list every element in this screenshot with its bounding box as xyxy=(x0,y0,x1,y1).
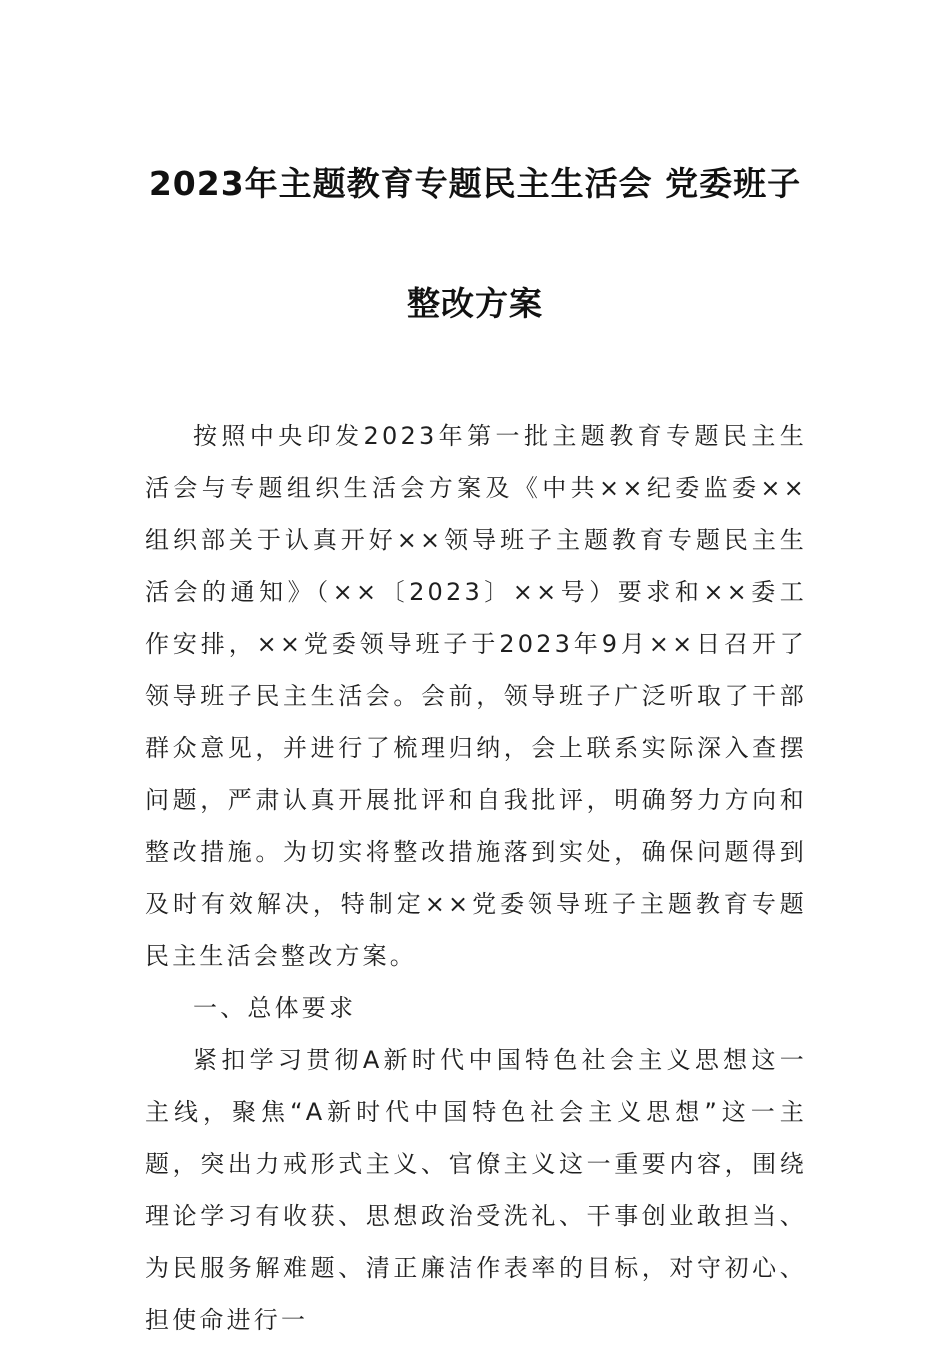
intro-paragraph: 按照中央印发2023年第一批主题教育专题民主生活会与专题组织生活会方案及《中共××纪委监委××组织部关于认真开好××领导班子主题教育专题民主生活会的通知》（××〔2023〕××号）要求和××委工作安排，××党委领导班子于2023年9月××日召开了领导班子民主生活会。会前，领导班子广泛听取了干部群众意见，并进行了梳理归纳，会上联系实际深入查摆问题，严肃认真开展批评和自我批评，明确努力方向和整改措施。为切实将整改措施落到实处，确保问题得到及时有效解决，特制定××党委领导班子主题教育专题民主生活会整改方案。 xyxy=(145,422,807,970)
document-body xyxy=(145,410,807,1346)
general-requirements-paragraph: 紧扣学习贯彻A新时代中国特色社会主义思想这一主线，聚焦“A新时代中国特色社会主义思想”这一主题，突出力戒形式主义、官僚主义这一重要内容，围绕理论学习有收获、思想政治受洗礼、干事创业敢担当、为民服务解难题、清正廉洁作表率的目标，对守初心、担使命进行一 xyxy=(145,1046,807,1334)
section-heading-general-requirements: 一、总体要求 xyxy=(193,994,357,1022)
document-title-line-1: 2023年主题教育专题民主生活会 党委班子 xyxy=(148,164,802,203)
document-title-line-2: 整改方案 xyxy=(407,284,543,323)
